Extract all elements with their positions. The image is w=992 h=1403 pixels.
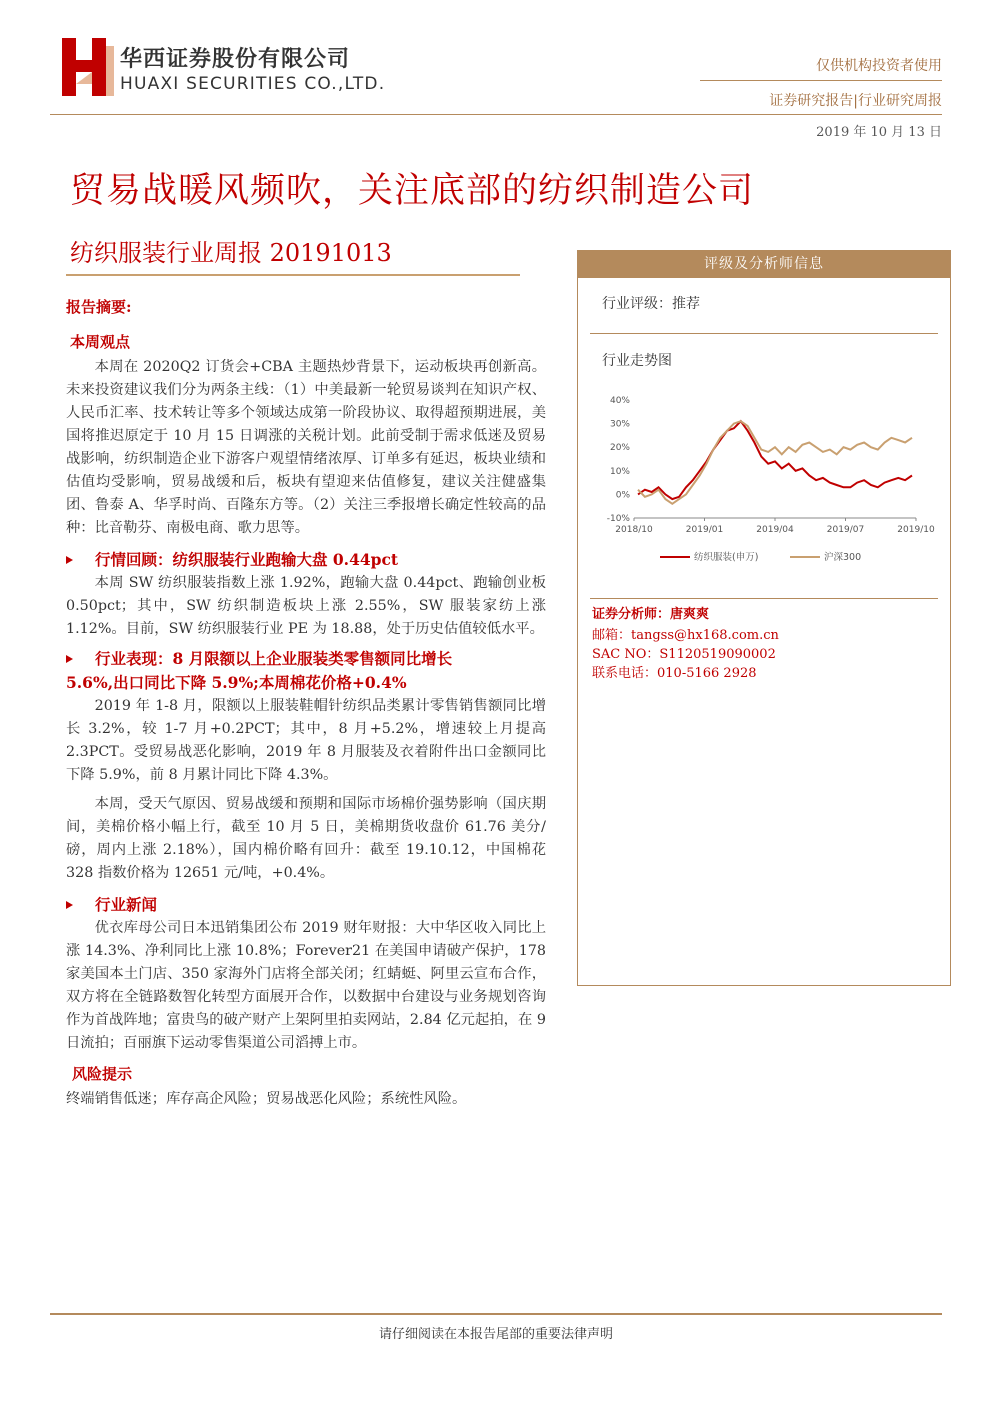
footer-rule: [50, 1313, 942, 1315]
report-date: 2019 年 10 月 13 日: [816, 125, 942, 140]
summary-label: 报告摘要:: [66, 298, 132, 316]
analyst-name: 证券分析师：唐爽爽: [592, 607, 710, 622]
header-divider: [700, 80, 942, 81]
industry-performance-heading: 行业表现：8 月限额以上企业服装类零售额同比增长 5.6%,出口同比下降 5.9%;本周棉花价格+0.4%: [66, 649, 453, 692]
legend-label-textile: 纺织服装(申万): [694, 552, 759, 563]
risk-heading: 风险提示: [72, 1065, 133, 1083]
logo-icon: [62, 38, 114, 96]
industry-news-heading: 行业新闻: [66, 893, 546, 917]
x-tick-label: 2019/01: [685, 525, 724, 535]
sidebar-header: 评级及分析师信息: [577, 250, 951, 278]
trend-chart: [590, 388, 940, 573]
analyst-email[interactable]: 邮箱：tangss@hx168.com.cn: [592, 628, 779, 643]
risk-text: 终端销售低迷；库存高企风险；贸易战恶化风险；系统性风险。: [66, 1091, 467, 1107]
market-review-paragraph: 本周 SW 纺织服装指数上涨 1.92%，跑输大盘 0.44pct、跑输创业板 0.50pct；其中，SW 纺织制造板块上涨 2.55%，SW 服装家纺上涨 1.12%。目前，SW 纺织服装行业 PE 为 18.88，处于历史估值较低水平。: [66, 575, 546, 637]
report-title: 贸易战暖风频吹，关注底部的纺织制造公司: [70, 171, 755, 211]
legend-label-csi300: 沪深300: [824, 552, 862, 563]
subtitle-underline: [66, 274, 520, 276]
y-tick-label: 30%: [609, 419, 630, 430]
x-tick-label: 2018/10: [615, 525, 653, 535]
triangle-bullet-icon: [66, 556, 73, 564]
header-rule: [50, 114, 942, 115]
report-body: [66, 296, 546, 1111]
triangle-bullet-icon: [66, 901, 73, 909]
industry-news-paragraph: 优衣库母公司日本迅销集团公布 2019 财年财报：大中华区收入同比上涨 14.3%、净利同比上涨 10.8%；Forever21 在美国申请破产保护，178 家美国本土门店、350 家海外门店将全部关闭；红蜻蜓、阿里云宣布合作，双方将在全链路数智化转型方面展开合作，以数据中台建设与业务规划咨询作为首战阵地；富贵鸟的破产财产上架阿里拍卖网站，2.84 亿元起拍，在 9 日流拍；百丽旗下运动零售渠道公司滔搏上市。: [66, 920, 546, 1051]
analyst-phone: 联系电话：010-5166 2928: [592, 666, 757, 681]
y-tick-label: 20%: [609, 443, 630, 454]
x-tick-label: 2019/04: [756, 525, 794, 535]
series-line-textile: [638, 421, 912, 499]
industry-performance-paragraph-2: 本周，受天气原因、贸易战缓和预期和国际市场棉价强势影响（国庆期间，美棉价格小幅上行，截至 10 月 5 日，美棉期货收盘价 61.76 美分/磅，周内上涨 2.18%），国内棉价略有回升：截至 19.10.12，中国棉花 328 指数价格为 12651 元/吨，+0.4%。: [66, 796, 546, 881]
sidebar-divider-2: [590, 598, 938, 599]
audience-note: 仅供机构投资者使用: [816, 58, 942, 74]
weekly-view-paragraph: 本周在 2020Q2 订货会+CBA 主题热炒背景下，运动板块再创新高。未来投资建议我们分为两条主线：（1）中美最新一轮贸易谈判在知识产权、人民币汇率、技术转让等多个领域达成第一阶段协议、取得超预期进展，美国将推迟原定于 10 月 15 日调涨的关税计划。此前受制于需求低迷及贸易战影响，纺织制造企业下游客户观望情绪浓厚、订单多有延迟，板块业绩和估值均受影响，贸易战缓和后，板块有望迎来估值修复，建议关注健盛集团、鲁泰 A、华孚时尚、百隆东方等。（2）关注三季报增长确定性较高的品种：比音勒芬、南极电商、歌力思等。: [66, 359, 546, 536]
trend-chart-label: 行业走势图: [602, 353, 672, 369]
y-tick-label: 0%: [615, 490, 630, 501]
company-logo: [62, 38, 114, 96]
y-tick-label: 10%: [609, 466, 630, 477]
industry-performance-paragraph-1: 2019 年 1-8 月，限额以上服装鞋帽针纺织品类累计零售销售额同比增长 3.2%，较 1-7 月+0.2PCT；其中，8 月+5.2%，增速较上月提高 2.3PCT。受贸易战恶化影响，2019 年 8 月服装及衣着附件出口金额同比下降 5.9%，前 8 月累计同比下降 4.3%。: [66, 698, 546, 783]
market-review-heading: 行情回顾：纺织服装行业跑输大盘 0.44pct: [66, 548, 546, 572]
weekly-view-heading: 本周观点: [70, 333, 131, 351]
x-tick-label: 2019/07: [826, 525, 865, 535]
footer-disclaimer: 请仔细阅读在本报告尾部的重要法律声明: [378, 1327, 613, 1342]
y-tick-label: 40%: [609, 396, 630, 406]
sidebar-divider: [590, 333, 938, 334]
analyst-sac: SAC NO：S1120519090002: [592, 647, 776, 662]
report-subtitle: 纺织服装行业周报 20191013: [70, 239, 392, 267]
triangle-bullet-icon: [66, 655, 73, 663]
company-name-en: HUAXI SECURITIES CO.,LTD.: [120, 74, 386, 94]
industry-rating: 行业评级：推荐: [602, 296, 700, 312]
report-category: 证券研究报告|行业研究周报: [769, 93, 942, 109]
company-name-cn: 华西证券股份有限公司: [120, 47, 351, 72]
y-tick-label: -10%: [606, 514, 630, 524]
x-tick-label: 2019/10: [897, 525, 935, 535]
